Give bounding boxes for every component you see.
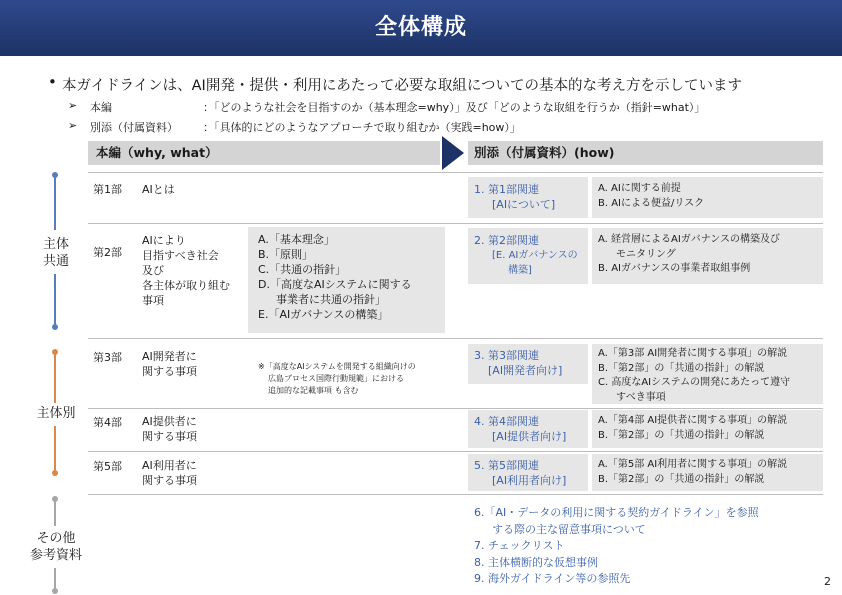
row-divider <box>88 338 823 339</box>
principle-item: A.「基本理念」 <box>258 233 335 246</box>
annex5-items <box>598 458 787 487</box>
annex-item: B. AIガバナンスの事業者取組事例 <box>598 263 751 274</box>
other-references <box>474 505 759 588</box>
annex3-heading <box>474 348 562 378</box>
annex1-head: 1. 第1部関連 <box>474 183 539 196</box>
row-divider <box>88 172 823 173</box>
principle-item: B.「原則」 <box>258 248 314 261</box>
annex1-items <box>598 182 704 211</box>
other-line-top <box>54 500 56 526</box>
part3-title-line: AI開発者に <box>142 350 197 363</box>
sub-label-main: 本編 <box>90 101 112 114</box>
part5-title <box>142 458 197 488</box>
other-ref-item: 8. 主体横断的な仮想事例 <box>474 555 598 569</box>
sub-label-annex: 別添（付属資料） <box>90 121 178 134</box>
part1-number: 第1部 <box>93 183 122 196</box>
annex-item: B. AIによる便益/リスク <box>598 197 705 209</box>
annex2-items <box>598 233 780 277</box>
part3-number: 第3部 <box>93 351 122 364</box>
part5-number: 第5部 <box>93 460 122 473</box>
part1-title: AIとは <box>142 183 175 196</box>
other-ref-item: 7. チェックリスト <box>474 539 565 552</box>
sub-text-main: ：「どのような社会を目指すのか（基本理念=why）」及び「どのような取組を行うか（指針=what）」 <box>203 101 706 114</box>
part4-number: 第4部 <box>93 416 122 429</box>
part2-title <box>142 233 230 308</box>
page-number: 2 <box>824 575 831 588</box>
annex3-items <box>598 347 790 405</box>
row-divider <box>88 494 823 495</box>
principle-item: C.「共通の指針」 <box>258 263 347 276</box>
row-divider <box>88 223 823 224</box>
part3-title <box>142 349 197 379</box>
part4-title-line: AI提供者に <box>142 415 197 428</box>
sub-text-annex: ：「具体的にどのようなアプローチで取り組むか（実践=how）」 <box>203 121 521 134</box>
principles-box <box>248 227 445 333</box>
intro-main-text: 本ガイドラインは、AI開発・提供・利用にあたって必要な取組についての基本的な考え方を示しています <box>62 78 743 94</box>
bullet: • <box>48 73 57 91</box>
annex3-head: 3. 第3部関連 <box>474 349 539 362</box>
main-column-label: 本編（why, what） <box>96 145 218 160</box>
annex-item-cont: モニタリング <box>616 248 676 260</box>
part2-title-line: 事項 <box>142 294 164 307</box>
annex5-head: 5. 第5部関連 <box>474 459 539 472</box>
group-other-line1: その他 <box>36 531 76 546</box>
part3-note-line: 追加的な記載事項 も含む <box>268 386 359 395</box>
sub-marker-annex: ➢ <box>68 119 78 132</box>
part5-title-line: AI利用者に <box>142 459 197 472</box>
annex-item: A. 経営層によるAIガバナンスの構築及び <box>598 234 781 245</box>
part3-note-line: 広島プロセス国際行動規範」における <box>268 374 404 383</box>
arrow-right-icon <box>442 136 464 170</box>
group-other-line2: 参考資料 <box>29 548 82 563</box>
principle-item: D.「高度なAIシステムに関する <box>258 278 412 291</box>
annex-item: A.「第5部 AI利用者に関する事項」の解説 <box>598 459 788 470</box>
actor-end-dot <box>52 470 58 476</box>
part2-title-line: 各主体が取り組む <box>142 279 230 292</box>
row-divider <box>88 451 823 452</box>
part4-title <box>142 414 197 444</box>
annex-column-bar <box>468 141 823 165</box>
annex2-heading <box>474 233 578 278</box>
annex2-sub-cont: 構築] <box>508 265 532 276</box>
part3-title-line: 関する事項 <box>142 365 197 378</box>
annex2-sub: [E. AIガバナンスの <box>492 250 578 261</box>
annex4-items <box>598 414 787 443</box>
annex-item: A.「第3部 AI開発者に関する事項」の解説 <box>598 348 788 359</box>
other-ref-item: 6.「AI・データの利用に関する契約ガイドライン」を参照 <box>474 506 759 519</box>
common-line-bottom <box>54 274 56 326</box>
annex-item: B.「第2部」の「共通の指針」の解説 <box>598 429 765 441</box>
part2-number: 第2部 <box>93 246 122 259</box>
annex-item: B.「第2部」の「共通の指針」の解説 <box>598 473 765 485</box>
principle-item-cont: 事業者に共通の指針」 <box>276 293 386 306</box>
principle-item: E.「AIガバナンスの構築」 <box>258 308 389 321</box>
page-title: 全体構成 <box>374 15 467 40</box>
part4-title-line: 関する事項 <box>142 430 197 443</box>
annex-item: A. AIに関する前提 <box>598 183 681 194</box>
group-common-line1: 主体 <box>42 237 69 252</box>
group-common-line2: 共通 <box>42 254 69 269</box>
actor-line-bottom <box>54 426 56 472</box>
annex4-sub: [AI提供者向け] <box>492 430 567 443</box>
annex2-head: 2. 第2部関連 <box>474 234 539 247</box>
annex3-sub: [AI開発者向け] <box>488 364 563 377</box>
common-end-dot <box>52 324 58 330</box>
annex1-sub: [AIについて] <box>492 198 556 211</box>
annex-item-cont: すべき事項 <box>616 391 666 403</box>
annex5-sub: [AI利用者向け] <box>492 474 567 487</box>
annex1-heading <box>474 182 555 212</box>
row-divider <box>88 408 823 409</box>
part2-title-line: AIにより <box>142 234 186 247</box>
annex-item: C. 高度なAIシステムの開発にあたって遵守 <box>598 377 791 388</box>
part2-title-line: 目指すべき社会 <box>142 249 219 262</box>
group-common <box>20 236 92 270</box>
annex4-heading <box>474 414 566 444</box>
other-ref-item: 9. 海外ガイドライン等の参照先 <box>474 572 631 585</box>
part3-note <box>258 361 416 397</box>
part2-title-line: 及び <box>142 264 164 277</box>
annex-column-label: 別添（付属資料）(how) <box>474 145 615 160</box>
other-line-bottom <box>54 568 56 590</box>
actor-line-top <box>54 353 56 403</box>
part5-title-line: 関する事項 <box>142 474 197 487</box>
annex5-heading <box>474 458 566 488</box>
sub-marker-main: ➢ <box>68 99 78 112</box>
group-other <box>16 530 96 564</box>
common-line-top <box>54 176 56 230</box>
annex-item: B.「第2部」の「共通の指針」の解説 <box>598 362 765 374</box>
annex4-head: 4. 第4部関連 <box>474 415 539 428</box>
group-by-actor: 主体別 <box>36 406 76 421</box>
other-ref-item-cont: する際の主な留意事項について <box>492 522 646 536</box>
part3-note-line: ※「高度なAIシステムを開発する組織向けの <box>258 362 416 371</box>
annex-item: A.「第4部 AI提供者に関する事項」の解説 <box>598 415 788 426</box>
other-end-dot <box>52 588 58 594</box>
main-column-bar <box>88 141 440 165</box>
